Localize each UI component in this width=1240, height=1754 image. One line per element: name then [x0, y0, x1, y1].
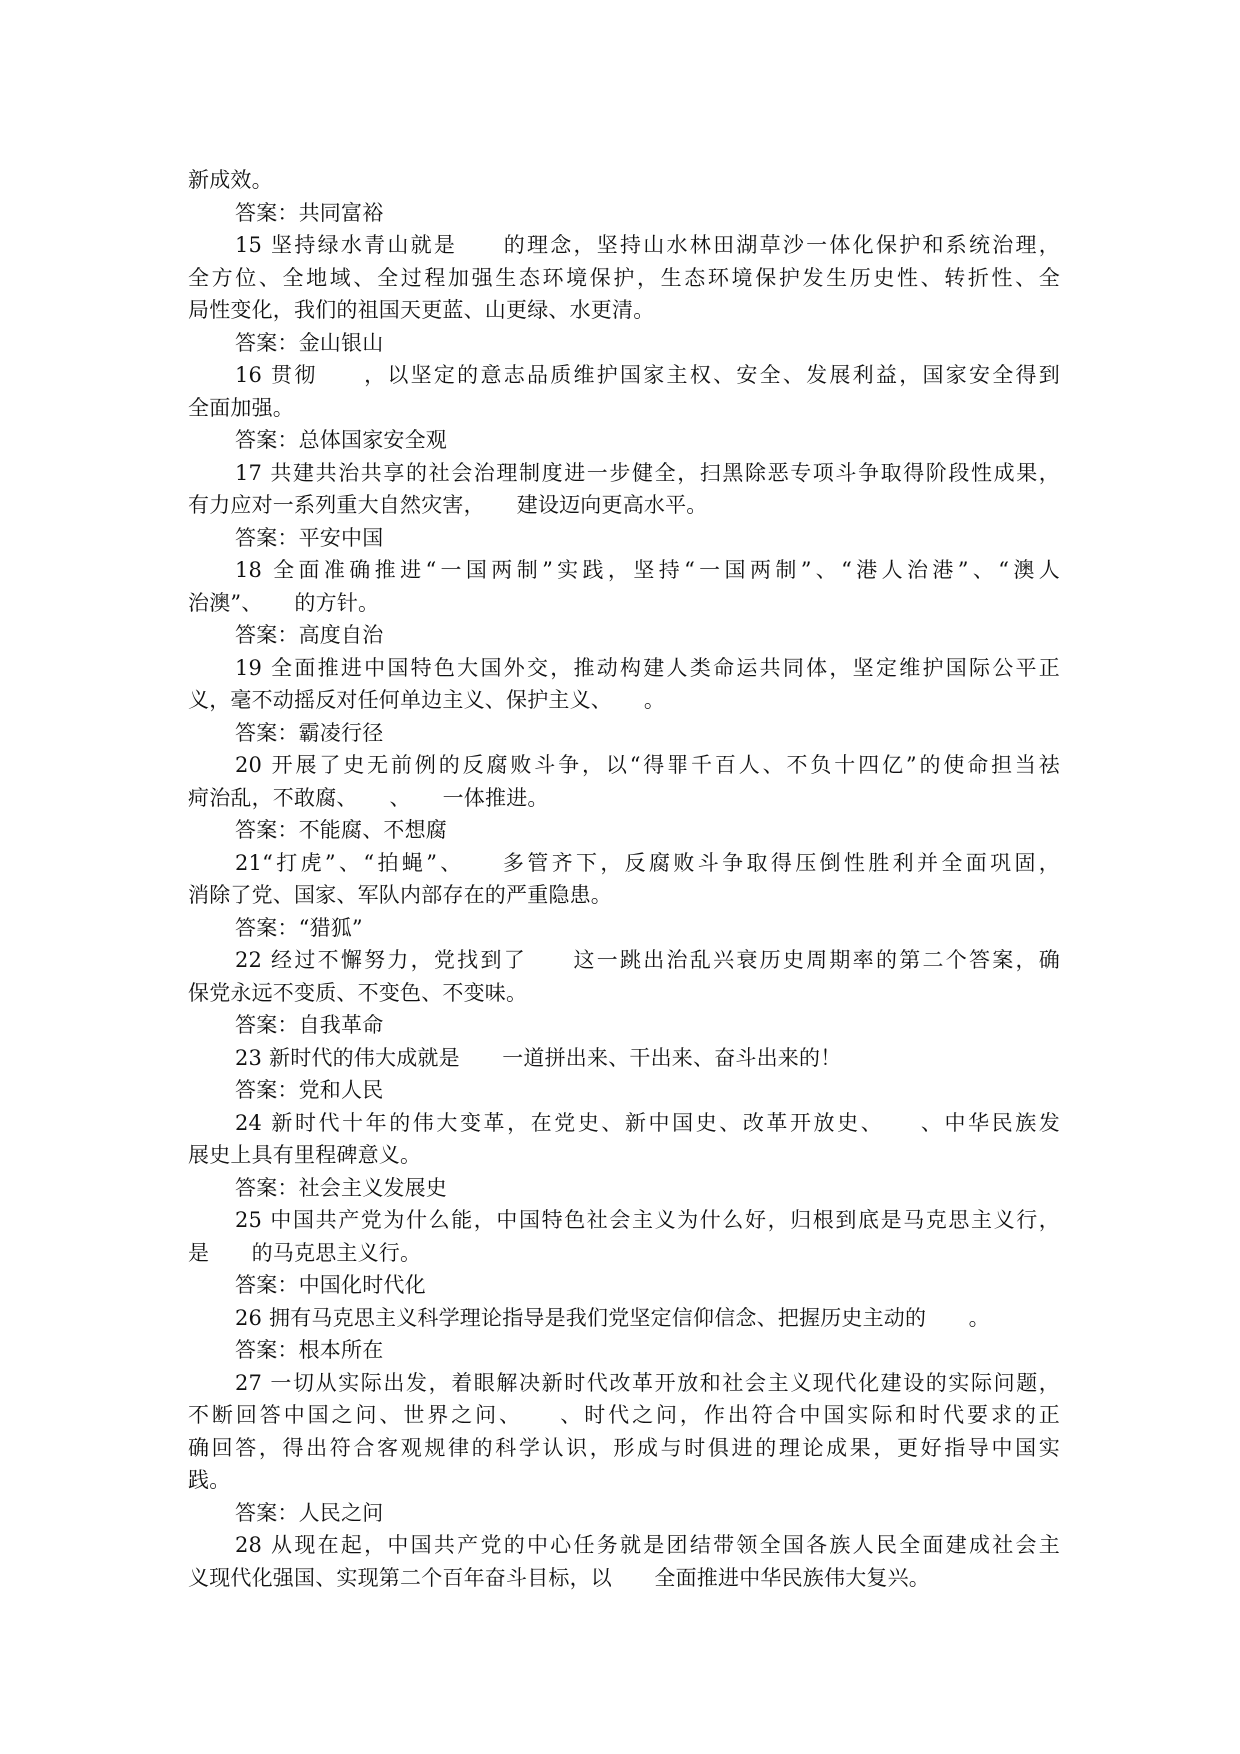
text-line: 展史上具有里程碑意义。: [188, 1143, 422, 1167]
text-line: 15 坚持绿水青山就是 的理念，坚持山水林田湖草沙一体化保护和系统治理，: [235, 233, 1060, 257]
answer-line: 答案：自我革命: [235, 1013, 384, 1037]
text-line: 新成效。: [188, 168, 273, 192]
text-line: 践。: [188, 1468, 231, 1492]
answer-line: 答案：不能腐、不想腐: [235, 818, 447, 842]
text-line: 疴治乱，不敢腐、 、 一体推进。: [188, 785, 549, 810]
text-line: 18 全面准确推进“一国两制”实践，坚持“一国两制”、“港人治港”、“澳人: [235, 558, 1060, 582]
answer-line: 答案：高度自治: [235, 623, 384, 647]
answer-line: 答案：“猎狐”: [235, 915, 363, 940]
answer-line: 答案：总体国家安全观: [235, 428, 447, 452]
answer-line: 答案：霸凌行径: [235, 720, 384, 745]
text-line: 28 从现在起，中国共产党的中心任务就是团结带领全国各族人民全面建成社会主: [235, 1533, 1060, 1557]
text-line: 确回答，得出符合客观规律的科学认识，形成与时俱进的理论成果，更好指导中国实: [188, 1435, 1060, 1460]
text-line: 20 开展了史无前例的反腐败斗争，以“得罪千百人、不负十四亿”的使命担当祛: [235, 753, 1060, 777]
answer-line: 答案：共同富裕: [235, 200, 384, 225]
text-line: 全方位、全地域、全过程加强生态环境保护，生态环境保护发生历史性、转折性、全: [188, 265, 1060, 290]
body-text: [188, 164, 1060, 1594]
text-line: 治澳”、 的方针。: [188, 590, 380, 615]
text-line: 义，毫不动摇反对任何单边主义、保护主义、 。: [188, 688, 666, 712]
answer-line: 答案：中国化时代化: [235, 1273, 426, 1297]
text-line: 25 中国共产党为什么能，中国特色社会主义为什么好，归根到底是马克思主义行，: [235, 1208, 1060, 1232]
text-line: 26 拥有马克思主义科学理论指导是我们党坚定信仰信念、把握历史主动的 。: [235, 1305, 990, 1330]
answer-line: 答案：党和人民: [235, 1078, 384, 1102]
text-line: 有力应对一系列重大自然灾害， 建设迈向更高水平。: [188, 493, 708, 517]
text-line: 是 的马克思主义行。: [188, 1240, 422, 1265]
text-line: 16 贯彻 ，以坚定的意志品质维护国家主权、安全、发展利益，国家安全得到: [235, 363, 1060, 387]
text-line: 保党永远不变质、不变色、不变味。: [188, 980, 528, 1005]
text-line: 17 共建共治共享的社会治理制度进一步健全，扫黑除恶专项斗争取得阶段性成果，: [235, 460, 1060, 485]
answer-line: 答案：平安中国: [235, 525, 384, 550]
answer-line: 答案：根本所在: [235, 1338, 384, 1362]
text-line: 23 新时代的伟大成就是 一道拼出来、干出来、奋斗出来的！: [235, 1045, 842, 1070]
text-line: 局性变化，我们的祖国天更蓝、山更绿、水更清。: [188, 298, 655, 322]
text-line: 24 新时代十年的伟大变革，在党史、新中国史、改革开放史、 、中华民族发: [235, 1110, 1060, 1135]
text-line: 义现代化强国、实现第二个百年奋斗目标，以 全面推进中华民族伟大复兴。: [188, 1565, 930, 1590]
text-line: 不断回答中国之问、世界之问、 、时代之问，作出符合中国实际和时代要求的正: [188, 1403, 1060, 1427]
answer-line: 答案：社会主义发展史: [235, 1175, 447, 1200]
answer-line: 答案：金山银山: [235, 330, 384, 355]
text-line: 消除了党、国家、军队内部存在的严重隐患。: [188, 883, 612, 907]
text-line: 全面加强。: [188, 395, 294, 420]
text-line: 27 一切从实际出发，着眼解决新时代改革开放和社会主义现代化建设的实际问题，: [235, 1370, 1060, 1395]
text-line: 21“打虎”、“拍蝇”、 多管齐下，反腐败斗争取得压倒性胜利并全面巩固，: [235, 850, 1060, 875]
text-line: 19 全面推进中国特色大国外交，推动构建人类命运共同体，坚定维护国际公平正: [235, 655, 1060, 680]
answer-line: 答案：人民之问: [235, 1500, 384, 1525]
text-line: 22 经过不懈努力，党找到了 这一跳出治乱兴衰历史周期率的第二个答案，确: [235, 948, 1060, 972]
